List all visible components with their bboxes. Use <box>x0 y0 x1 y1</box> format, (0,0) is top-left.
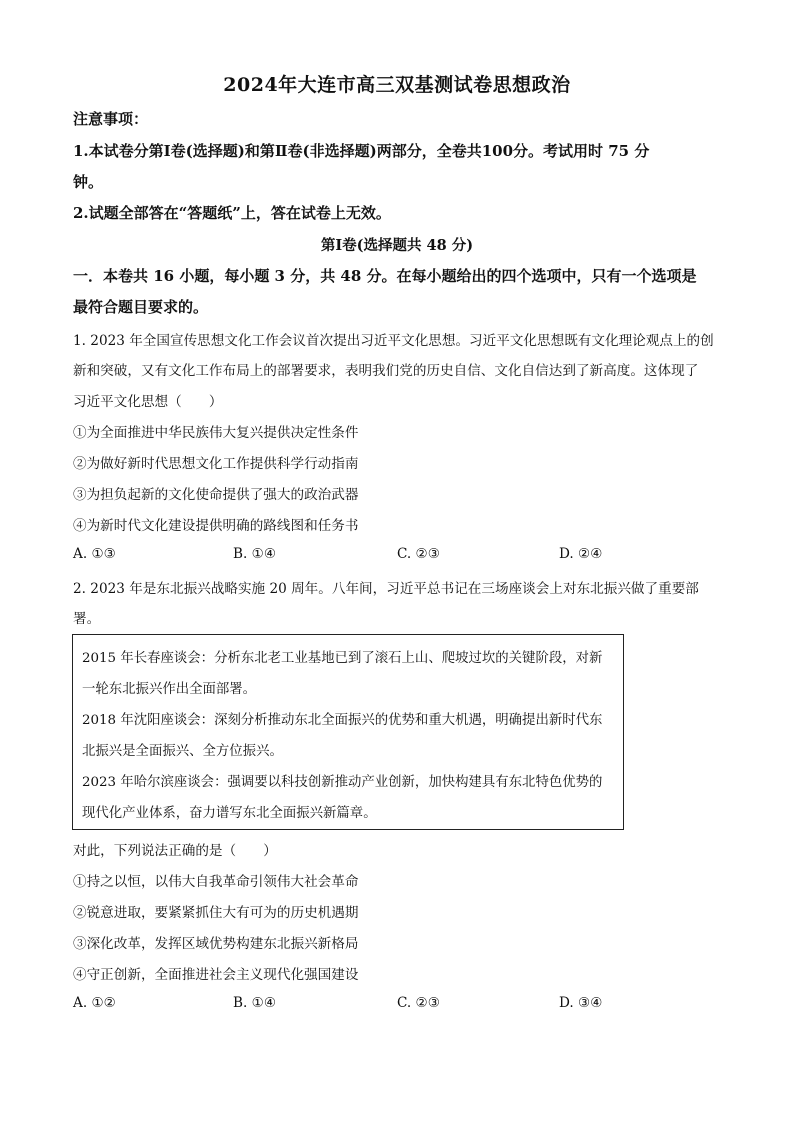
q2-statement-3: ③深化改革，发挥区域优势构建东北振兴新格局 <box>73 936 359 952</box>
q1-statement-1: ①为全面推进中华民族伟大复兴提供决定性条件 <box>73 425 359 441</box>
notice-item-1-line-2: 钟。 <box>73 173 104 191</box>
q2-material-line-3: 2018 年沈阳座谈会：深刻分析推动东北全面振兴的优势和重大机遇，明确提出新时代东 <box>82 713 603 728</box>
q1-statement-4: ④为新时代文化建设提供明确的路线图和任务书 <box>73 518 359 534</box>
q2-option-b[interactable]: B. ①④ <box>233 995 277 1011</box>
notice-item-2: 2.试题全部答在“答题纸”上，答在试卷上无效。 <box>73 204 391 222</box>
q2-stem-line-1: 2. 2023 年是东北振兴战略实施 20 周年。八年间，习近平总书记在三场座谈会上对东北振兴做了重要部 <box>73 581 699 597</box>
q1-stem-line-3: 习近平文化思想（ ） <box>73 394 223 410</box>
q2-material-box <box>72 634 624 830</box>
q1-statement-2: ②为做好新时代思想文化工作提供科学行动指南 <box>73 456 359 472</box>
section-heading: 第Ⅰ卷(选择题共 48 分) <box>320 237 474 254</box>
q2-material-line-6: 现代化产业体系，奋力谱写东北全面振兴新篇章。 <box>82 806 377 821</box>
q2-statement-1: ①持之以恒，以伟大自我革命引领伟大社会革命 <box>73 874 359 890</box>
page-title: 2024年大连市高三双基测试卷思想政治 <box>223 74 571 96</box>
q1-statement-3: ③为担负起新的文化使命提供了强大的政治武器 <box>73 487 359 503</box>
q2-option-d[interactable]: D. ③④ <box>559 995 603 1011</box>
section-instruction-line-2: 最符合题目要求的。 <box>73 298 209 316</box>
q2-material-line-1: 2015 年长春座谈会：分析东北老工业基地已到了滚石上山、爬坡过坎的关键阶段，对新 <box>82 651 603 666</box>
q2-statement-2: ②锐意进取，要紧紧抓住大有可为的历史机遇期 <box>73 905 359 921</box>
q1-option-c[interactable]: C. ②③ <box>397 546 440 562</box>
q2-stem-line-2: 署。 <box>73 611 101 627</box>
notice-item-1-line-1: 1.本试卷分第Ⅰ卷(选择题)和第Ⅱ卷(非选择题)两部分，全卷共100分。考试用时 75 分 <box>73 142 650 160</box>
notice-heading: 注意事项： <box>73 110 149 128</box>
q1-stem-line-1: 1. 2023 年全国宣传思想文化工作会议首次提出习近平文化思想。习近平文化思想既有文化理论观点上的创 <box>73 333 714 349</box>
q2-prompt: 对此，下列说法正确的是（ ） <box>73 843 277 859</box>
q2-material-line-5: 2023 年哈尔滨座谈会：强调要以科技创新推动产业创新，加快构建具有东北特色优势的 <box>82 775 603 790</box>
q2-option-a[interactable]: A. ①② <box>73 995 116 1011</box>
q1-option-d[interactable]: D. ②④ <box>559 546 603 562</box>
q2-option-c[interactable]: C. ②③ <box>397 995 440 1011</box>
q2-statement-4: ④守正创新，全面推进社会主义现代化强国建设 <box>73 967 359 983</box>
q1-option-a[interactable]: A. ①③ <box>73 546 116 562</box>
section-instruction-line-1: 一．本卷共 16 小题，每小题 3 分，共 48 分。在每小题给出的四个选项中，只有一个选项是 <box>73 267 697 285</box>
q1-stem-line-2: 新和突破，又有文化工作布局上的部署要求，表明我们党的历史自信、文化自信达到了新高度。这体现了 <box>73 363 699 379</box>
q2-material-line-2: 一轮东北振兴作出全面部署。 <box>82 682 257 697</box>
q2-material-line-4: 北振兴是全面振兴、全方位振兴。 <box>82 744 283 759</box>
q1-option-b[interactable]: B. ①④ <box>233 546 277 562</box>
